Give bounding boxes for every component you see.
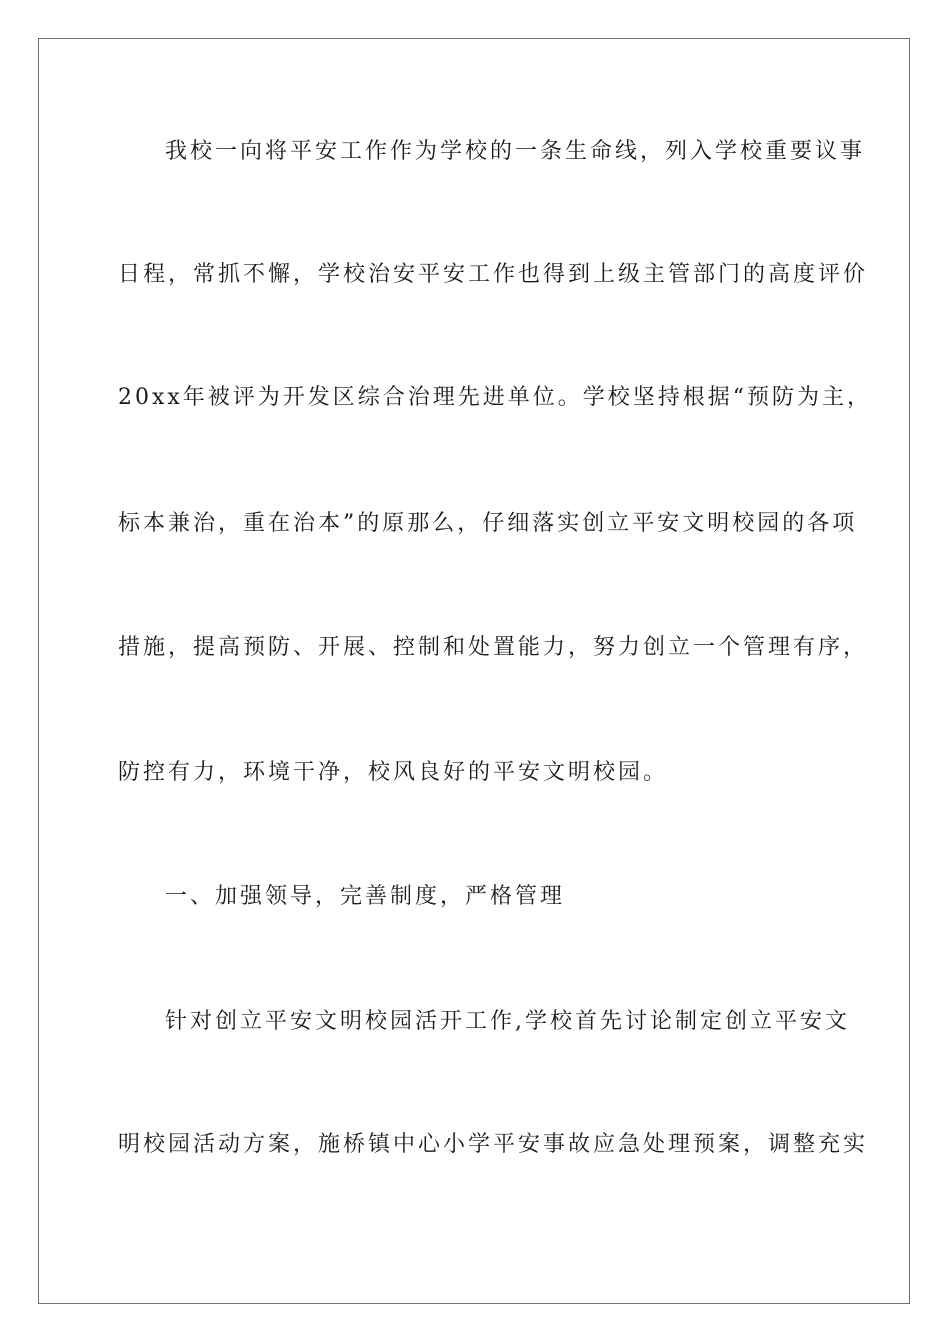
paragraph-line-2: 日程，常抓不懈，学校治安平安工作也得到上级主管部门的高度评价: [118, 262, 869, 287]
paragraph-line-4: 标本兼治，重在治本”的原那么，仔细落实创立平安文明校园的各项: [118, 511, 858, 536]
paragraph-line-8: 明校园活动方案，施桥镇中心小学平安事故应急处理预案，调整充实: [118, 1132, 869, 1157]
paragraph-line-3: 20xx年被评为开发区综合治理先进单位。学校坚持根据“预防为主，: [118, 385, 873, 410]
paragraph-line-5: 措施，提高预防、开展、控制和处置能力，努力创立一个管理有序，: [118, 635, 869, 660]
paragraph-line-6: 防控有力，环境干净，校风良好的平安文明校园。: [118, 760, 669, 785]
paragraph-line-7: 针对创立平安文明校园活开工作,学校首先讨论制定创立平安文: [165, 1009, 850, 1034]
paragraph-line-1: 我校一向将平安工作作为学校的一条生命线，列入学校重要议事: [165, 139, 866, 164]
page-border: [38, 38, 910, 1304]
section-heading: 一、加强领导，完善制度，严格管理: [165, 884, 566, 909]
